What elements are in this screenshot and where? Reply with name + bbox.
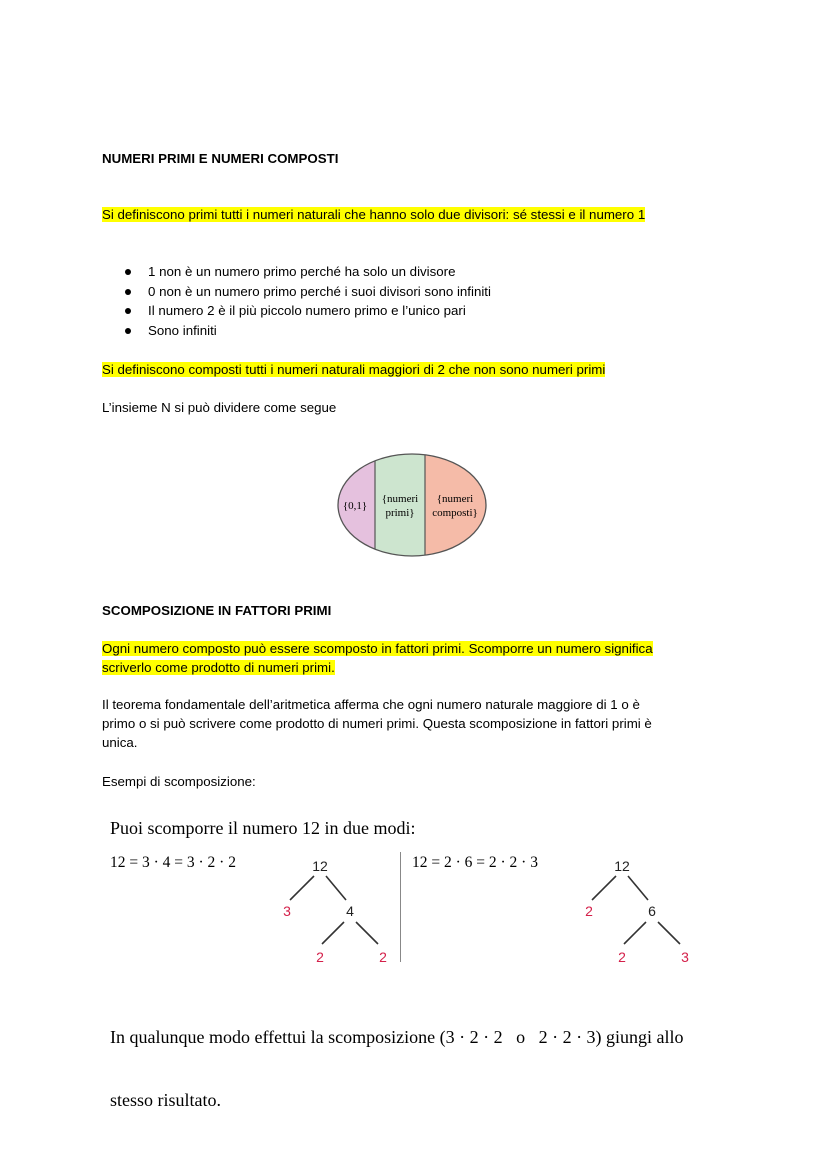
tree-composite-node: 6 — [648, 903, 656, 919]
tree-prime-factor: 3 — [681, 949, 689, 965]
region-composites-label-2: composti} — [432, 507, 478, 519]
region-primes-label-2: primi} — [385, 507, 415, 519]
theorem-line: Il teorema fondamentale dell’aritmetica afferma che ogni numero naturale maggiore di 1 o è — [102, 697, 640, 712]
tree-root-number: 12 — [614, 858, 630, 874]
tree-branch — [592, 876, 616, 900]
section-title-primes: NUMERI PRIMI E NUMERI COMPOSTI — [102, 151, 339, 166]
left-equation: 12 = 3 · 4 = 3 · 2 · 2 — [110, 854, 236, 871]
tree-prime-factor: 2 — [585, 903, 593, 919]
list-item: Sono infiniti — [125, 321, 491, 341]
conclusion-line: stesso risultato. — [110, 1090, 221, 1110]
composite-definition-text: Si definiscono composti tutti i numeri naturali maggiori di 2 che non sono numeri primi — [102, 362, 606, 377]
theorem-paragraph — [102, 695, 652, 752]
factorization-highlight-line: Ogni numero composto può essere scomposto in fattori primi. Scomporre un numero significa — [102, 641, 653, 656]
example-heading: Puoi scomporre il numero 12 in due modi: — [110, 818, 416, 838]
region-primes — [375, 450, 425, 560]
tree-branch — [322, 922, 344, 944]
theorem-line: primo o si può scrivere come prodotto di numeri primi. Questa scomposizione in fattori primi è — [102, 716, 652, 731]
tree-prime-factor: 2 — [379, 949, 387, 965]
tree-branch — [326, 876, 346, 900]
example-separator — [400, 852, 401, 962]
right-equation: 12 = 2 · 6 = 2 · 2 · 3 — [412, 854, 538, 871]
prime-definition — [102, 205, 645, 224]
tree-composite-node: 4 — [346, 903, 354, 919]
region-primes-label-1: {numeri — [381, 493, 419, 505]
composite-definition — [102, 360, 605, 379]
prime-properties-list — [125, 262, 491, 340]
list-item: 1 non è un numero primo perché ha solo un divisore — [125, 262, 491, 282]
tree-prime-factor: 2 — [316, 949, 324, 965]
tree-prime-factor: 2 — [618, 949, 626, 965]
tree-root-number: 12 — [312, 858, 328, 874]
tree-branch — [658, 922, 680, 944]
prime-definition-text: Si definiscono primi tutti i numeri naturali che hanno solo due divisori: sé stessi e il numero 1 — [102, 207, 646, 222]
factorization-highlight — [102, 639, 653, 677]
region-composites-label-1: {numeri — [436, 493, 474, 505]
list-item: 0 non è un numero primo perché i suoi divisori sono infiniti — [125, 282, 491, 302]
factorization-highlight-line: scriverlo come prodotto di numeri primi. — [102, 660, 335, 675]
theorem-line: unica. — [102, 735, 138, 750]
example-conclusion — [110, 985, 684, 1132]
section-title-factorization: SCOMPOSIZIONE IN FATTORI PRIMI — [102, 603, 332, 618]
natural-set-partition-diagram — [335, 450, 490, 560]
right-factor-tree — [572, 852, 702, 970]
conclusion-line: In qualunque modo effettui la scomposizione (3 · 2 · 2 o 2 · 2 · 3) giungi allo — [110, 1027, 684, 1047]
region-zero-one-label: {0,1} — [342, 500, 368, 512]
region-composites — [425, 450, 490, 560]
examples-label: Esempi di scomposizione: — [102, 774, 256, 789]
tree-branch — [290, 876, 314, 900]
tree-branch — [628, 876, 648, 900]
list-item: Il numero 2 è il più piccolo numero primo e l’unico pari — [125, 301, 491, 321]
tree-branch — [624, 922, 646, 944]
tree-branch — [356, 922, 378, 944]
set-intro: L’insieme N si può dividere come segue — [102, 400, 337, 415]
left-factor-tree — [270, 852, 400, 970]
tree-prime-factor: 3 — [283, 903, 291, 919]
